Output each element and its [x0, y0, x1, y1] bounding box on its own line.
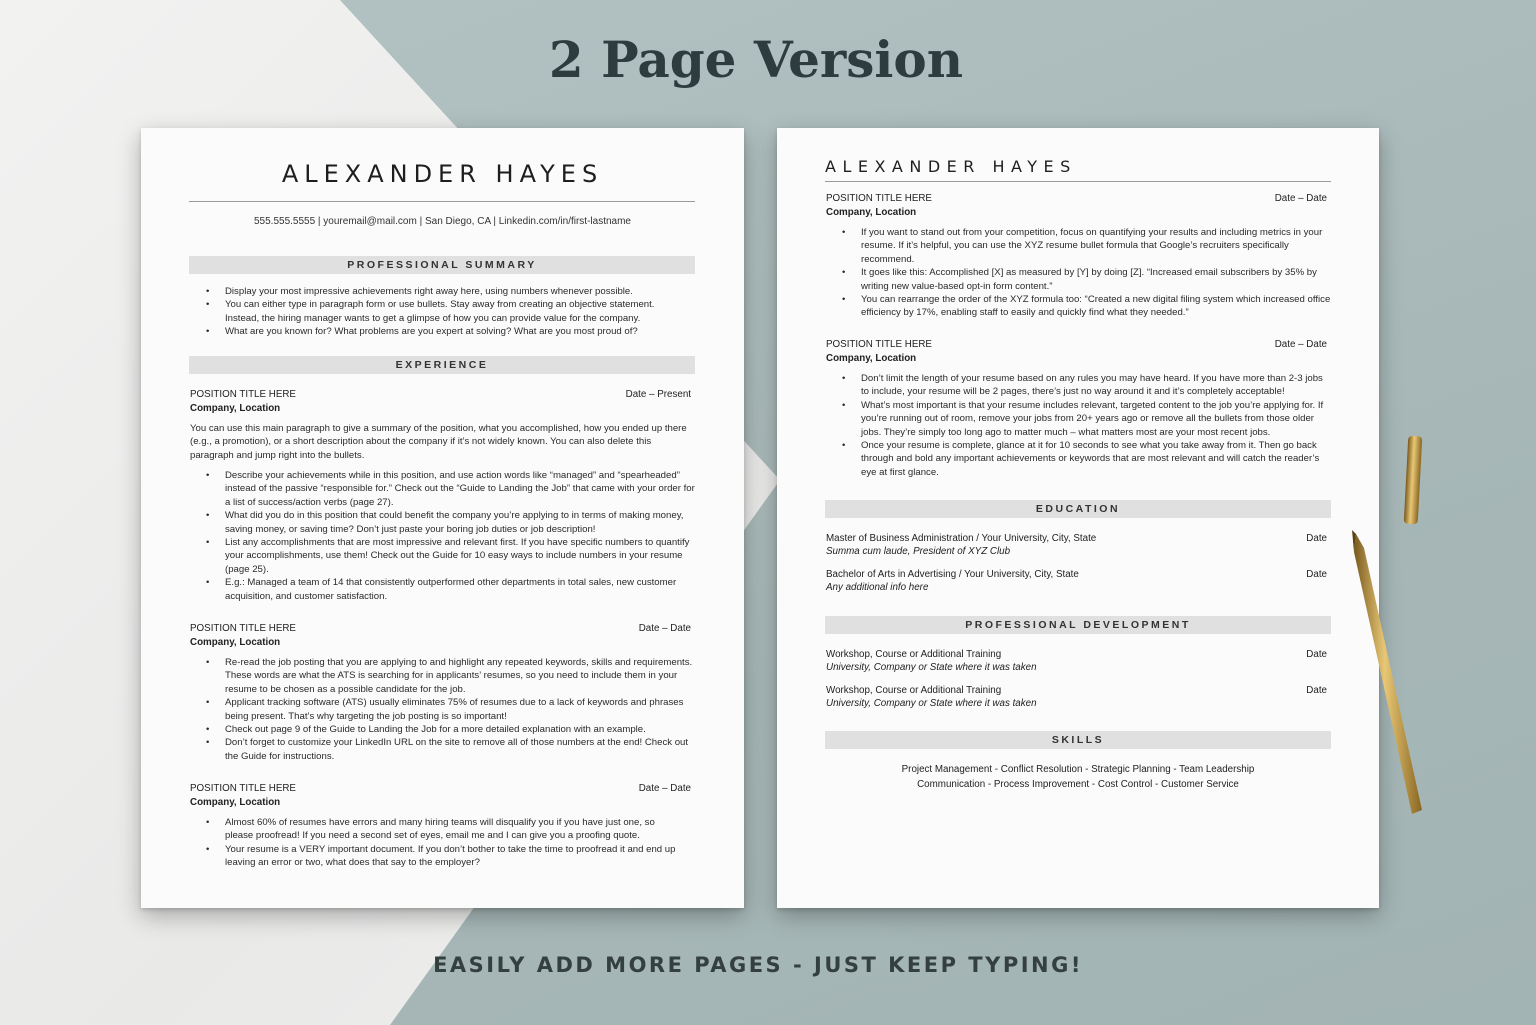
job-bullets [825, 372, 1331, 479]
job-title: POSITION TITLE HERE [190, 389, 296, 400]
contact-line: 555.555.5555 | youremail@mail.com | San Diego, CA | Linkedin.com/in/first-lastname [253, 216, 631, 227]
job-intro: You can use this main paragraph to give a summary of the position, what you accomplished, how you ended up there (e.g., a promotion), or a short description about the company if it’s not widely known. You can also delete this paragraph and jump right into the bullets. [190, 423, 687, 461]
resume-page-2 [777, 128, 1379, 908]
list-item: • Applicant tracking software (ATS) usually eliminates 75% of resumes due to a lack of keywords and phrases being present. That’s why targeting the job posting is so important! [189, 696, 695, 723]
job-company: Company, Location [190, 637, 281, 648]
education-degree: Master of Business Administration / Your University, City, State [826, 533, 1097, 544]
list-item: • Don’t limit the length of your resume based on any rules you may have heard. If you have more than 2-3 jobs to include, your resume will be 2 pages, there’s just no way around it and it’s completely acceptable! [825, 372, 1331, 399]
job-company: Company, Location [190, 797, 281, 808]
job-bullets [189, 469, 695, 603]
list-item: • What are you known for? What problems are you expert at solving? What are you most proud of? [189, 325, 669, 338]
name-divider [825, 181, 1331, 182]
job-bullets [189, 656, 695, 763]
job-bullets [825, 226, 1331, 320]
list-item: • List any accomplishments that are most impressive and relevant first. If you have specific numbers to quantify your accomplishments, use them! Check out the Guide for 10 easy ways to include numbers in your resume (page 25). [189, 536, 695, 576]
skills-line: Communication - Process Improvement - Cost Control - Customer Service [917, 779, 1239, 790]
job-bullets [189, 816, 679, 870]
skills-line: Project Management - Conflict Resolution - Strategic Planning - Team Leadership [901, 764, 1255, 775]
education-note: Summa cum laude, President of XYZ Club [826, 546, 1011, 557]
job-date: Date – Date [1274, 193, 1327, 204]
summary-list [189, 285, 669, 339]
list-item: • You can either type in paragraph form or use bullets. Stay away from creating an objective statement. Instead, the hiring manager wants to get a glimpse of how you can provide value for the company. [189, 298, 669, 325]
job-title: POSITION TITLE HERE [190, 783, 296, 794]
summary-heading: PROFESSIONAL SUMMARY [189, 256, 695, 274]
list-item: • What’s most important is that your resume includes relevant, targeted content to the job you’re applying for. If you’re running out of room, remove your jobs from 20+ years ago or remove all the bullets from those older jobs. They’re simply too long ago to matter much – what matters most are your most recent jobs. [825, 399, 1331, 439]
education-date: Date [1306, 533, 1327, 544]
education-degree: Bachelor of Arts in Advertising / Your University, City, State [826, 569, 1079, 580]
development-heading: PROFESSIONAL DEVELOPMENT [825, 616, 1331, 634]
skills-heading: SKILLS [825, 731, 1331, 749]
job-title: POSITION TITLE HERE [826, 339, 932, 350]
list-item: • It goes like this: Accomplished [X] as measured by [Y] by doing [Z]. “Increased email subscribers by 35% by writing new value-based opt-in form content.” [825, 266, 1331, 293]
job-company: Company, Location [190, 403, 281, 414]
resume-name: ALEXANDER HAYES [825, 157, 1077, 176]
page-title: 2 Page Version [548, 30, 964, 89]
education-date: Date [1306, 569, 1327, 580]
gold-pen-icon [1350, 430, 1440, 820]
list-item: • You can rearrange the order of the XYZ formula too: “Created a new digital filing system which increased office efficiency by 17%, enabling staff to easily and quickly find what they needed.” [825, 293, 1331, 320]
education-heading: EDUCATION [825, 500, 1331, 518]
list-item: • Check out page 9 of the Guide to Landing the Job for a more detailed explanation with an example. [189, 723, 695, 736]
list-item: • If you want to stand out from your competition, focus on quantifying your results and including metrics in your resume. If it’s helpful, you can use the XYZ resume bullet formula that Google’s recruiters specifically recommend. [825, 226, 1331, 266]
list-item: • Describe your achievements while in this position, and use action words like “managed” and “spearheaded” instead of the passive “responsible for.” Check out the “Guide to Landing the Job” that came with your order for a list of success/action verbs (page 27). [189, 469, 695, 509]
job-date: Date – Date [1274, 339, 1327, 350]
resume-name: ALEXANDER HAYES [281, 160, 604, 188]
tagline: EASILY ADD MORE PAGES - JUST KEEP TYPING! [433, 953, 1083, 977]
list-item: • Your resume is a VERY important document. If you don’t bother to take the time to proofread it and end up leaving an error or two, what does that say to the employer? [189, 843, 679, 870]
list-item: • What did you do in this position that could benefit the company you’re applying to in terms of making money, saving money, or saving time? Don’t just paste your boring job duties or job description! [189, 509, 695, 536]
education-note: Any additional info here [826, 582, 929, 593]
resume-page-1 [141, 128, 744, 908]
job-title: POSITION TITLE HERE [190, 623, 296, 634]
job-title: POSITION TITLE HERE [826, 193, 932, 204]
job-date: Date – Present [625, 389, 691, 400]
job-date: Date – Date [638, 623, 691, 634]
name-divider [189, 201, 695, 202]
development-note: University, Company or State where it was taken [826, 698, 1037, 709]
job-date: Date – Date [638, 783, 691, 794]
development-date: Date [1306, 685, 1327, 696]
development-date: Date [1306, 649, 1327, 660]
development-name: Workshop, Course or Additional Training [826, 649, 1002, 660]
list-item: • Almost 60% of resumes have errors and many hiring teams will disqualify you if you have just one, so please proofread! If you need a second set of eyes, email me and I can give you a proofing quote. [189, 816, 679, 843]
experience-heading: EXPERIENCE [189, 356, 695, 374]
development-note: University, Company or State where it was taken [826, 662, 1037, 673]
development-name: Workshop, Course or Additional Training [826, 685, 1002, 696]
list-item: • Display your most impressive achievements right away here, using numbers whenever possible. [189, 285, 669, 298]
job-company: Company, Location [826, 353, 917, 364]
list-item: • Once your resume is complete, glance at it for 10 seconds to see what you take away from it. Then go back through and bold any important achievements or keywords that are most relevant and will catch the reader’s eye at first glance. [825, 439, 1331, 479]
job-company: Company, Location [826, 207, 917, 218]
list-item: • E.g.: Managed a team of 14 that consistently outperformed other departments in total sales, new customer acquisition, and customer satisfaction. [189, 576, 695, 603]
list-item: • Don’t forget to customize your LinkedIn URL on the site to remove all of those numbers at the end! Check out the Guide for instructions. [189, 736, 695, 763]
list-item: • Re-read the job posting that you are applying to and highlight any repeated keywords, skills and requirements. These words are what the ATS is searching for in applicants’ resumes, so you need to include them in your resume to be chosen as a possible candidate for the job. [189, 656, 695, 696]
